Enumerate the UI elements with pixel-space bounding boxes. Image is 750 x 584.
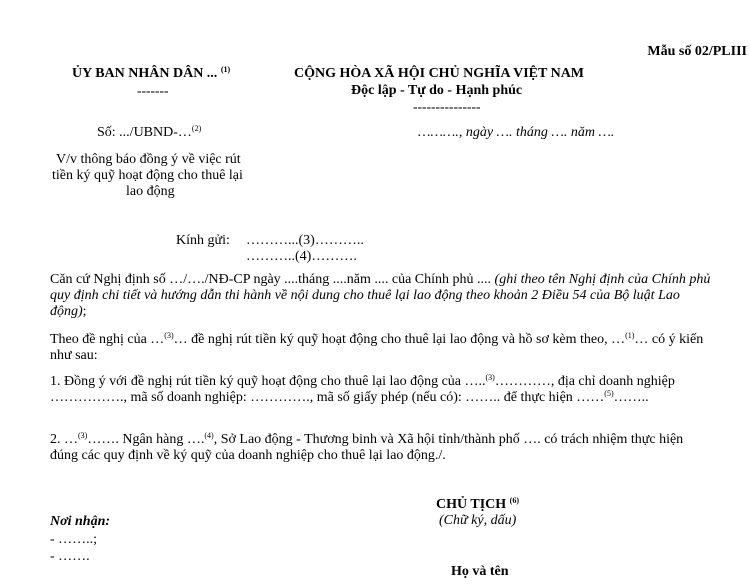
org-name-text: ỦY BAN NHÂN DÂN ... (72, 66, 218, 81)
paragraph-item-2 (50, 432, 712, 464)
recipient-line-1: ………...(3)……….. (246, 233, 364, 248)
item2-text-a: 2. … (50, 432, 78, 447)
receivers-item-1: - ……..; (50, 532, 98, 547)
document-number-text: Số: .../UBND-… (97, 125, 192, 140)
republic-dashes: --------------- (413, 99, 481, 114)
org-dashes: ------- (137, 83, 169, 98)
receivers-item-2: - ……. (50, 549, 90, 564)
org-name (72, 66, 230, 82)
proposal-sup-2: (1) (625, 331, 635, 340)
recipient-label: Kính gửi: (176, 233, 230, 248)
republic-motto: Độc lập - Tự do - Hạnh phúc (351, 83, 523, 98)
signature-title-text: CHỦ TỊCH (436, 497, 507, 512)
legal-basis-text: Căn cứ Nghị định số …/…./NĐ-CP ngày ....tháng ....năm .... của Chính phủ .... (50, 272, 495, 287)
proposal-sup-1: (3) (164, 331, 174, 340)
proposal-text-c: … có ý kiến như sau: (50, 332, 704, 363)
proposal-text-a: Theo đề nghị của … (50, 332, 165, 347)
signature-title (436, 497, 519, 513)
proposal-text-b: … đề nghị rút tiền ký quỹ hoạt động cho thuê lại lao động và hồ sơ kèm theo, … (173, 332, 626, 347)
document-number (97, 125, 201, 141)
item1-sup-1: (3) (485, 373, 495, 382)
form-code: Mẫu số 02/PLIII (647, 44, 747, 59)
signature-title-sup: (6) (509, 496, 519, 505)
paragraph-proposal (50, 332, 712, 364)
legal-basis-note: (ghi theo tên Nghị định của Chính phủ quy định chi tiết và hướng dẫn thi hành về nội dung cho thuê lại lao động theo khoản 2 Điều 54 của Bộ luật Lao động) (50, 272, 711, 319)
subject-line-2: tiền ký quỹ hoạt động cho thuê lại (52, 168, 243, 183)
item2-sup-1: (3) (78, 431, 88, 440)
item1-text-c: …….. (613, 390, 649, 405)
org-name-sup: (1) (220, 65, 231, 74)
subject-line-3: lao động (126, 184, 175, 199)
paragraph-item-1 (50, 374, 712, 406)
date-line: ………., ngày …. tháng …. năm …. (418, 125, 615, 140)
subject-line-1: V/v thông báo đồng ý về việc rút (56, 152, 241, 167)
signature-name: Họ và tên (451, 564, 509, 579)
signature-note: (Chữ ký, dấu) (439, 513, 517, 528)
recipient-line-2: ………..(4)………. (246, 249, 357, 264)
item2-text-b: ……. Ngân hàng …. (87, 432, 205, 447)
item1-text-a: 1. Đồng ý với đề nghị rút tiền ký quỹ hoạt động cho thuê lại lao động của ….. (50, 374, 486, 389)
item1-sup-2: (5) (604, 389, 614, 398)
item2-sup-2: (4) (204, 431, 214, 440)
receivers-label: Nơi nhận: (50, 514, 111, 529)
item1-text-b: …………, địa chỉ doanh nghiệp ……………., mã số doanh nghiệp: …………., mã số giấy phép (nếu có): …….. để thực hiện …… (50, 374, 675, 405)
item2-text-c: , Sở Lao động - Thương binh và Xã hội tỉnh/thành phố …. có trách nhiệm thực hiện đúng các quy định về ký quỹ của doanh nghiệp cho thuê lại lao động./. (50, 432, 684, 463)
legal-basis-end: ; (82, 304, 87, 319)
paragraph-legal-basis (50, 272, 712, 320)
republic-title: CỘNG HÒA XÃ HỘI CHỦ NGHĨA VIỆT NAM (294, 66, 585, 81)
document-number-sup: (2) (191, 124, 202, 133)
